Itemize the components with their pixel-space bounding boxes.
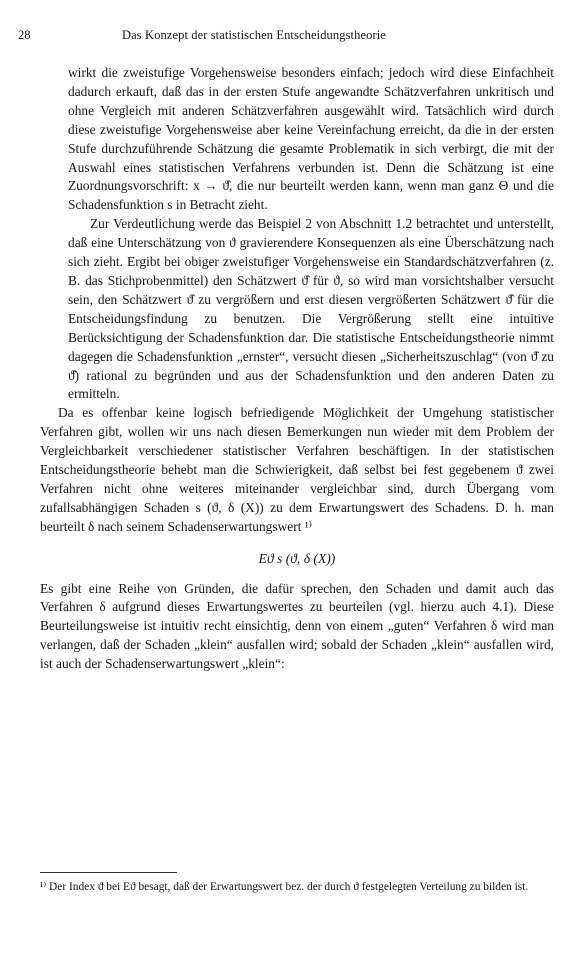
footnote: ¹⁾ Der Index ϑ bei Eϑ besagt, daß der Erwartungswert bez. der durch ϑ festgelegten Verteilung zu bilden ist. <box>40 881 529 893</box>
page-header <box>18 28 545 46</box>
paragraph-example: Zur Verdeutlichung werde das Beispiel 2 von Abschnitt 1.2 betrachtet und unterstellt, daß eine Unterschätzung von ϑ gravierendere Konsequenzen als eine Überschätzung nach sich zieht. Ergibt bei obiger zweistufiger Vorgehensweise ein Standardschätzverfahren (z. B. das Stichprobenmittel) den Schätzwert ϑ̂ für ϑ, so wird man vorsichtshalber versucht sein, den Schätzwert ϑ̂ zu vergrößern und erst diesen vergrößerten Schätzwert ϑ̂̂ für die Entscheidungsfindung zu benutzen. Die Vergrößerung stellt eine intuitive Berücksichtigung der Schadensfunktion dar. Die statistische Entscheidungstheorie nimmt dagegen die Schadensfunktion „ernster“, versucht diesen „Sicherheitszuschlag“ (von ϑ̂ zu ϑ̂̂) rational zu begründen und aus der Schadensfunktion und den anderen Daten zu ermitteln. <box>68 216 554 402</box>
paragraph-continued: wirkt die zweistufige Vorgehensweise besonders einfach; jedoch wird diese Einfachheit dadurch erkauft, daß das in der ersten Stufe angewandte Schätzverfahren unkritisch und ohne Vergleich mit anderen Schätzverfahren ausgewählt wird. Tatsächlich wird durch diese zweistufige Vorgehensweise aber keine Vereinfachung erreicht, da die in der ersten Stufe durchzuführende Schätzung die gesamte Problematik in sich verbirgt, die mit der Auswahl eines statistischen Verfahrens verbunden ist. Denn die Schätzung ist eine Zuordnungsvorschrift: x → ϑ̂, die nur beurteilt werden kann, wenn man ganz Θ und die Schadensfunktion s in Betracht zieht. <box>68 65 554 213</box>
paragraph-reasons: Es gibt eine Reihe von Gründen, die dafür sprechen, den Schaden und damit auch das Verfahren δ aufgrund dieses Erwartungswertes zu beurteilen (vgl. hierzu auch 4.1). Diese Beurteilungsweise ist intuitiv recht einsichtig, denn von einem „guten“ Verfahren δ wird man verlangen, daß der Schaden „klein“ ausfallen wird; sobald der Schaden „klein“ ausfallen wird, ist auch der Schadenserwartungswert „klein“: <box>40 580 554 672</box>
footnote-divider <box>40 872 177 873</box>
body-text <box>40 64 554 674</box>
paragraph-comparability: Da es offenbar keine logisch befriedigende Möglichkeit der Umgehung statistischer Verfahren gibt, wollen wir uns nach diesen Bemerkungen nun wieder mit dem Problem der Vergleichbarkeit verschiedener statistischer Verfahren beschäftigen. In der statistischen Entscheidungstheorie behebt man die Schwierigkeit, daß selbst bei fest gegebenem ϑ zwei Verfahren nicht ohne weiteres miteinander vergleichbar sind, durch Übergang vom zufallsabhängigen Schaden s (ϑ, δ (X)) zu dem Erwartungswert des Schadens. D. h. man beurteilt δ nach seinem Schadenserwartungswert ¹⁾ <box>40 405 554 534</box>
running-title: Das Konzept der statistischen Entscheidungstheorie <box>122 28 386 42</box>
page-number: 28 <box>18 28 31 42</box>
expected-loss-formula: Eϑ s (ϑ, δ (X)) <box>258 550 336 566</box>
